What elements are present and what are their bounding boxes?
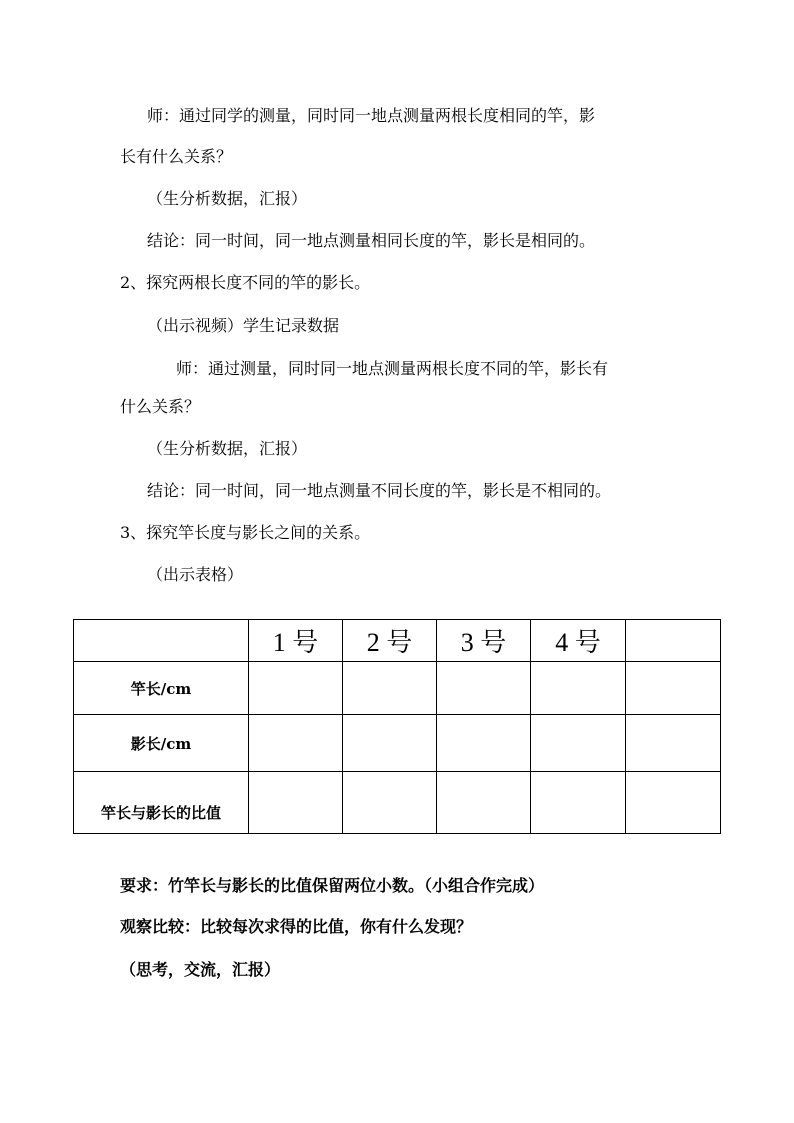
paragraph-student-analysis-1: （生分析数据，汇报） bbox=[147, 189, 308, 208]
table-cell[interactable] bbox=[437, 772, 531, 834]
table-cell[interactable] bbox=[626, 715, 721, 772]
table-cell[interactable] bbox=[437, 662, 531, 715]
paragraph-student-analysis-2: （生分析数据，汇报） bbox=[147, 439, 308, 458]
table-cell[interactable] bbox=[249, 662, 343, 715]
table-header-cell-2: 2 号 bbox=[343, 620, 437, 662]
requirement-text: 要求：竹竿长与影长的比值保留两位小数。（小组合作完成） bbox=[120, 876, 545, 895]
paragraph-show-video: （出示视频）学生记录数据 bbox=[147, 316, 340, 335]
table-cell[interactable] bbox=[531, 662, 626, 715]
table-cell[interactable] bbox=[343, 715, 437, 772]
table-cell[interactable] bbox=[437, 715, 531, 772]
table-cell[interactable] bbox=[531, 772, 626, 834]
paragraph-teacher-question-1-line1: 师：通过同学的测量，同时同一地点测量两根长度相同的竿，影 bbox=[147, 106, 596, 125]
table-header-cell-corner bbox=[74, 620, 249, 662]
paragraph-teacher-question-2-line1: 师：通过测量，同时同一地点测量两根长度不同的竿，影长有 bbox=[176, 359, 609, 378]
paragraph-section-2-heading: 2、探究两根长度不同的竿的影长。 bbox=[120, 273, 371, 292]
table-cell[interactable] bbox=[343, 662, 437, 715]
paragraph-section-3-heading: 3、探究竿长度与影长之间的关系。 bbox=[120, 523, 371, 542]
table-header-row bbox=[74, 620, 721, 662]
paragraph-show-table: （出示表格） bbox=[147, 565, 244, 584]
paragraph-conclusion-1: 结论：同一时间，同一地点测量相同长度的竿，影长是相同的。 bbox=[147, 231, 596, 250]
table-row bbox=[74, 662, 721, 715]
table-header-cell-4: 4 号 bbox=[531, 620, 626, 662]
table-row bbox=[74, 772, 721, 834]
paragraph-teacher-question-1-line2: 长有什么关系？ bbox=[120, 147, 233, 166]
table-cell[interactable] bbox=[531, 715, 626, 772]
paragraph-teacher-question-2-line2: 什么关系？ bbox=[120, 397, 201, 416]
table-cell[interactable] bbox=[626, 662, 721, 715]
table-cell[interactable] bbox=[249, 772, 343, 834]
table-header-cell-1: 1 号 bbox=[249, 620, 343, 662]
table-header-cell-5 bbox=[626, 620, 721, 662]
row-label-pole-length: 竿长/cm bbox=[74, 662, 249, 715]
table-row bbox=[74, 715, 721, 772]
table-cell[interactable] bbox=[343, 772, 437, 834]
table-cell[interactable] bbox=[249, 715, 343, 772]
table-header-cell-3: 3 号 bbox=[437, 620, 531, 662]
row-label-shadow-length: 影长/cm bbox=[74, 715, 249, 772]
observe-compare-text: 观察比较：比较每次求得的比值，你有什么发现？ bbox=[120, 917, 473, 936]
row-label-ratio: 竿长与影长的比值 bbox=[74, 772, 249, 834]
table-cell[interactable] bbox=[626, 772, 721, 834]
measurement-table bbox=[73, 619, 721, 834]
discussion-text: （思考，交流，汇报） bbox=[120, 960, 281, 979]
paragraph-conclusion-2: 结论：同一时间，同一地点测量不同长度的竿，影长是不相同的。 bbox=[147, 481, 612, 500]
